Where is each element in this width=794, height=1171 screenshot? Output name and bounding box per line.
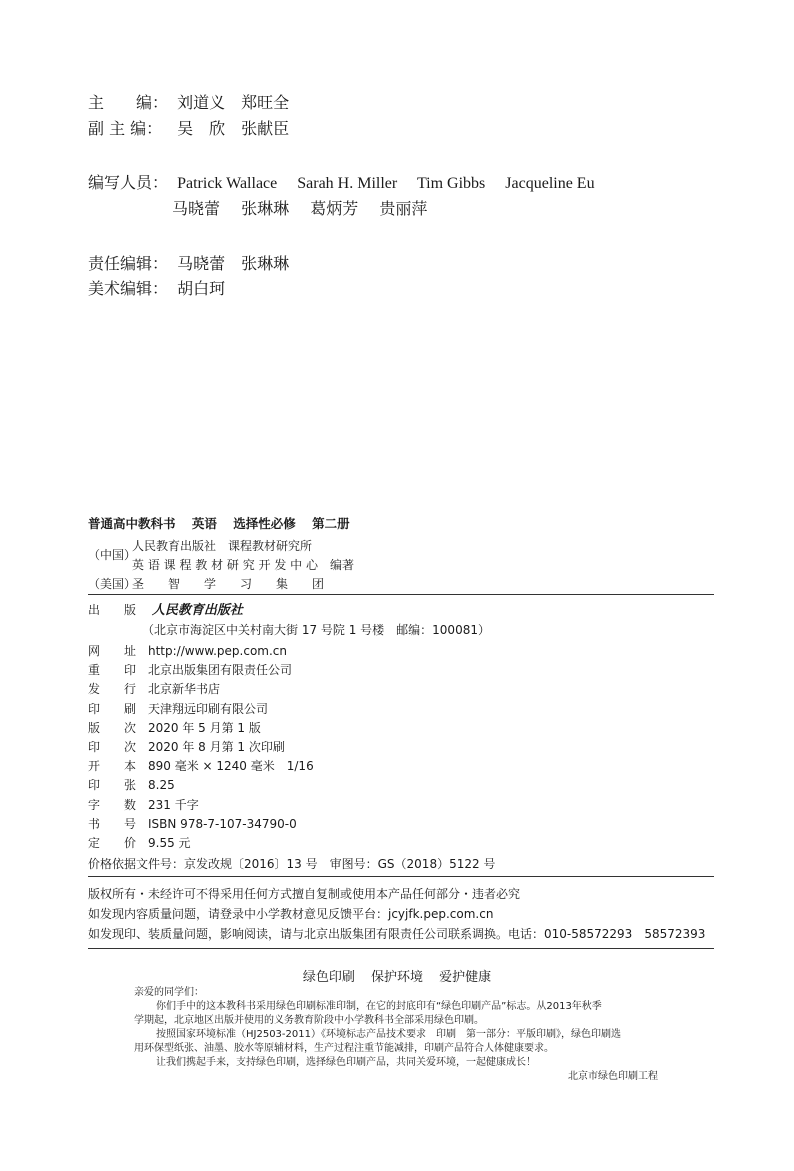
pub-info-value: 天津翔远印刷有限公司 <box>148 701 269 716</box>
writer-en-3: Tim Gibbs <box>416 175 486 192</box>
pub-info-value: ISBN 978-7-107-34790-0 <box>148 816 297 831</box>
pub-info-value: 890 毫米 × 1240 毫米 1/16 <box>148 759 314 774</box>
pub-info-value: 2020 年 5 月第 1 版 <box>148 720 261 735</box>
resp-editor-label: 责任编辑： <box>88 254 169 273</box>
us-tag: （美国） <box>88 577 137 591</box>
publisher-label: 出 版 <box>88 603 137 617</box>
pub-info-label: 开 本 <box>88 759 137 774</box>
pub-info-row <box>88 797 199 813</box>
pub-info-row <box>88 720 261 736</box>
rights-line-3: 如发现印、装质量问题，影响阅读，请与北京出版集团有限责任公司联系调换。电话：010-58572293 58572393 <box>88 927 706 941</box>
green-signature: 北京市绿色印刷工程 <box>568 1071 658 1082</box>
green-heading-1: 绿色印刷 <box>302 970 355 985</box>
art-editor: 胡白珂 <box>177 279 226 298</box>
writer-en-1: Patrick Wallace <box>177 175 278 192</box>
pub-info-row <box>88 662 292 678</box>
book-title-part-1: 普通高中教科书 <box>88 516 176 531</box>
pub-info-value: 2020 年 8 月第 1 次印刷 <box>148 740 285 754</box>
writers-cn-row <box>172 198 443 220</box>
writer-en-4: Jacqueline Eu <box>505 175 595 192</box>
resp-editor-2: 张琳琳 <box>241 254 290 273</box>
pub-info-value: 8.25 <box>148 778 175 793</box>
pub-info-value: 231 千字 <box>148 797 199 812</box>
deputy-editor-row <box>88 118 305 140</box>
writer-cn-2: 张琳琳 <box>241 199 290 218</box>
green-para-1b: 学期起，北京地区出版并使用的义务教育阶段中小学教科书全部采用绿色印刷。 <box>134 1015 484 1026</box>
china-org-1: 人民教育出版社 课程教材研究所 <box>132 539 313 553</box>
book-title-part-4: 第二册 <box>312 516 350 531</box>
pub-info-row <box>88 777 175 793</box>
divider-mid <box>88 876 714 877</box>
divider-top <box>88 594 714 595</box>
pub-info-label: 印 次 <box>88 740 137 754</box>
pub-info-value: 北京新华书店 <box>148 682 221 697</box>
resp-editor-row <box>88 253 305 275</box>
writer-cn-3: 葛炳芳 <box>310 199 359 218</box>
pub-info-value: 9.55 元 <box>148 836 191 850</box>
divider-bottom <box>88 948 714 949</box>
writers-row <box>88 172 595 195</box>
pub-info-label: 网 址 <box>88 644 137 658</box>
art-editor-row <box>88 278 225 300</box>
publisher-name: 人民教育出版社 <box>151 603 243 618</box>
rights-line-1: 版权所有・未经许可不得采用任何方式擅自复制或使用本产品任何部分・违者必究 <box>88 887 521 901</box>
green-print-heading <box>0 966 794 985</box>
green-para-2a: 按照国家环境标准（HJ2503-2011）《环境标志产品技术要求 印刷 第一部分：平版印刷》，绿色印刷选 <box>156 1029 621 1040</box>
pub-info-row <box>88 816 297 832</box>
chief-editor-label: 主 编： <box>88 93 169 112</box>
green-para-3: 让我们携起手来，支持绿色印刷，选择绿色印刷产品，共同关爱环境，一起健康成长！ <box>156 1057 536 1068</box>
chief-editor-1: 刘道义 <box>177 93 226 112</box>
green-para-2b: 用环保型纸张、油墨、胶水等原辅材料，生产过程注重节能减排，印刷产品符合人体健康要求。 <box>134 1043 554 1054</box>
chief-editor-row <box>88 92 305 114</box>
resp-editor-1: 马晓蕾 <box>177 254 226 273</box>
pub-info-label: 版 次 <box>88 720 137 735</box>
pub-info-value: http://www.pep.com.cn <box>148 644 287 658</box>
pub-info-label: 印 刷 <box>88 701 137 716</box>
publisher-row <box>88 602 243 619</box>
pub-info-row <box>88 739 285 755</box>
pub-info-row <box>88 835 191 851</box>
china-tag: （中国） <box>88 548 137 562</box>
book-title <box>88 514 362 532</box>
green-greeting: 亲爱的同学们： <box>134 987 204 998</box>
pub-info-row <box>88 701 268 717</box>
writer-cn-4: 贵丽萍 <box>379 199 428 218</box>
pub-info-row <box>88 643 287 659</box>
china-org-2: 英 语 课 程 教 材 研 究 开 发 中 心 编著 <box>132 558 354 572</box>
price-basis: 价格依据文件号：京发改规〔2016〕13 号 审图号：GS（2018）5122 号 <box>88 857 496 871</box>
writer-en-2: Sarah H. Miller <box>297 175 398 192</box>
deputy-editor-2: 张献臣 <box>241 119 290 138</box>
rights-line-2: 如发现内容质量问题，请登录中小学教材意见反馈平台：jcyjfk.pep.com.cn <box>88 907 494 921</box>
art-editor-label: 美术编辑： <box>88 279 169 298</box>
pub-info-label: 定 价 <box>88 836 137 850</box>
pub-info-row <box>88 681 220 697</box>
deputy-editor-label: 副 主 编： <box>88 119 163 138</box>
book-title-part-2: 英语 <box>191 516 217 531</box>
us-org: 圣 智 学 习 集 团 <box>132 577 325 591</box>
publisher-address: （北京市海淀区中关村南大街 17 号院 1 号楼 邮编：100081） <box>142 623 490 637</box>
deputy-editor-1: 吴 欣 <box>177 119 226 138</box>
green-para-1a: 你们手中的这本教科书采用绿色印刷标准印制，在它的封底印有“绿色印刷产品”标志。从2013年秋季 <box>156 1001 602 1012</box>
pub-info-label: 书 号 <box>88 816 137 831</box>
pub-info-label: 重 印 <box>88 663 137 678</box>
green-heading-2: 保护环境 <box>370 970 423 985</box>
book-title-part-3: 选择性必修 <box>233 516 296 531</box>
writer-cn-1: 马晓蕾 <box>172 199 221 218</box>
green-heading-3: 爱护健康 <box>439 970 492 985</box>
pub-info-label: 发 行 <box>88 682 137 697</box>
pub-info-value: 北京出版集团有限责任公司 <box>148 663 293 678</box>
pub-info-label: 印 张 <box>88 778 137 793</box>
pub-info-label: 字 数 <box>88 797 137 812</box>
chief-editor-2: 郑旺全 <box>241 93 290 112</box>
pub-info-row <box>88 758 314 774</box>
writers-label: 编写人员： <box>88 173 169 192</box>
